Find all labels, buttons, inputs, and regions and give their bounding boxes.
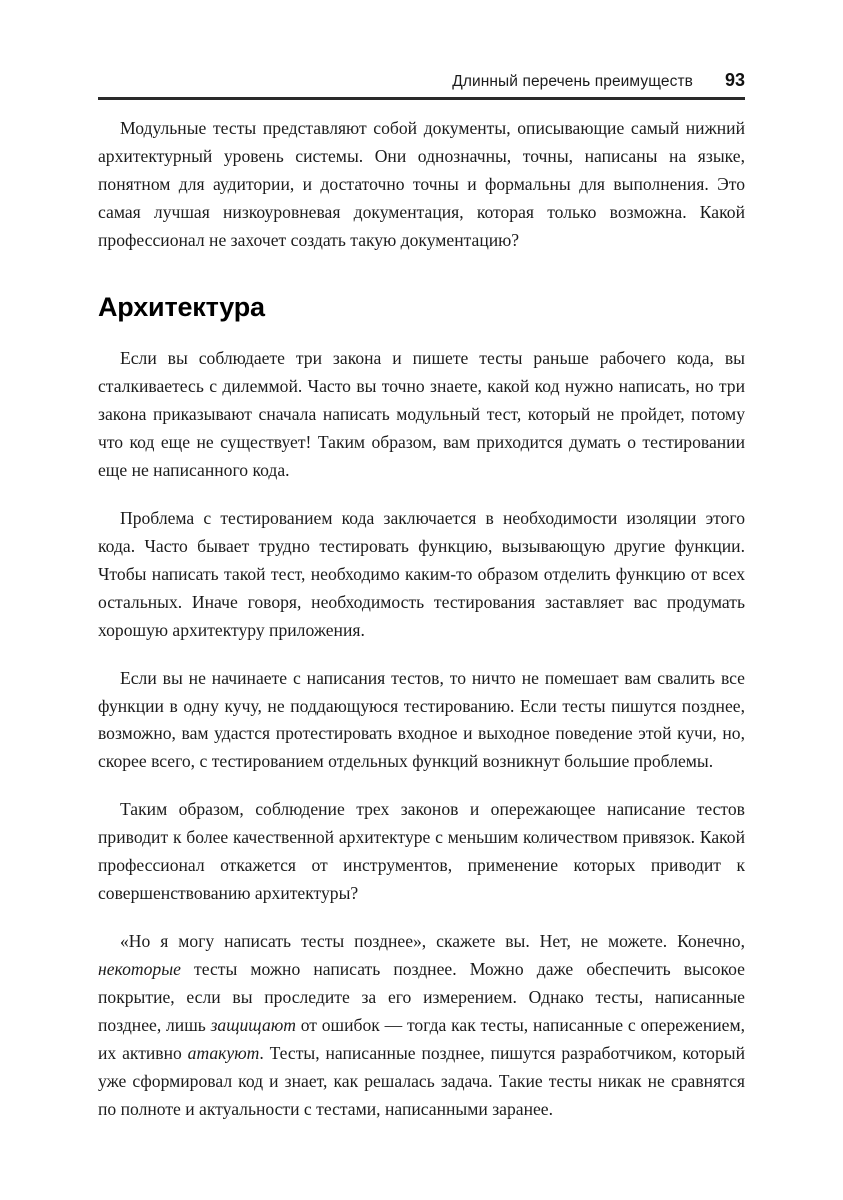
paragraph-5-part1: «Но я могу написать тесты позднее», скажете вы. Нет, не можете. Конечно, <box>120 931 745 952</box>
running-title: Длинный перечень преимуществ <box>452 73 693 90</box>
header-divider <box>98 97 745 100</box>
paragraph-5 <box>98 928 745 1124</box>
paragraph-5-italic1: некоторые <box>98 959 181 980</box>
page-header <box>98 70 745 91</box>
paragraph-5-part2: тесты можно написать позднее. Можно даже обеспечить высокое покрытие, если вы проследите за его измерением. Однако тесты, написанные позднее, лишь <box>98 959 745 1036</box>
section-heading: Архитектура <box>98 291 265 322</box>
page-content <box>98 115 745 1124</box>
lead-paragraph-block <box>98 115 745 255</box>
paragraph-5-part3: от ошибок — тогда как тесты, написанные с опережением, их активно <box>98 1015 745 1064</box>
page-number: 93 <box>724 70 745 90</box>
paragraph-2: Проблема с тестированием кода заключается в необходимости изоляции этого кода. Часто бывает трудно тестировать функцию, вызывающую другие функции. Чтобы написать такой тест, необходимо каким-то образом отделить функцию от всех остальных. Иначе говоря, необходимость тестирования заставляет вас продумать хорошую архитектуру приложения. <box>98 507 745 640</box>
paragraph-1: Если вы соблюдаете три закона и пишете тесты раньше рабочего кода, вы сталкиваетесь с дилеммой. Часто вы точно знаете, какой код нужно написать, но три закона приказывают сначала написать модульный тест, который не пройдет, потому что код еще не существует! Таким образом, вам приходится думать о тестировании еще не написанного кода. <box>98 347 745 480</box>
paragraph-3: Если вы не начинаете с написания тестов, то ничто не помешает вам свалить все функции в одну кучу, не поддающуюся тестированию. Если тесты пишутся позднее, возможно, вам удастся протестировать входное и выходное поведение этой кучи, но, скорее всего, с тестированием отдельных функций возникнут большие проблемы. <box>98 667 745 772</box>
paragraph-5-part4: . Тесты, написанные позднее, пишутся разработчиком, который уже сформировал код и знает, как решалась задача. Такие тесты никак не сравнятся по полноте и актуальности с тестами, написанными заранее. <box>98 1043 745 1120</box>
lead-paragraph: Модульные тесты представляют собой документы, описывающие самый нижний архитектурный уровень системы. Они однозначны, точны, написаны на языке, понятном для аудитории, и достаточно точны и формальны для выполнения. Это самая лучшая низкоуровневая документация, которая только возможна. Какой профессионал не захочет создать такую документацию? <box>98 118 745 250</box>
paragraph-4: Таким образом, соблюдение трех законов и опережающее написание тестов приводит к более качественной архитектуре с меньшим количеством привязок. Какой профессионал откажется от инструментов, применение которых приводит к совершенствованию архитектуры? <box>98 799 745 904</box>
paragraph-5-italic3: атакуют <box>187 1043 260 1064</box>
paragraph-5-italic2: защищают <box>210 1015 296 1036</box>
section-body <box>98 345 745 1124</box>
